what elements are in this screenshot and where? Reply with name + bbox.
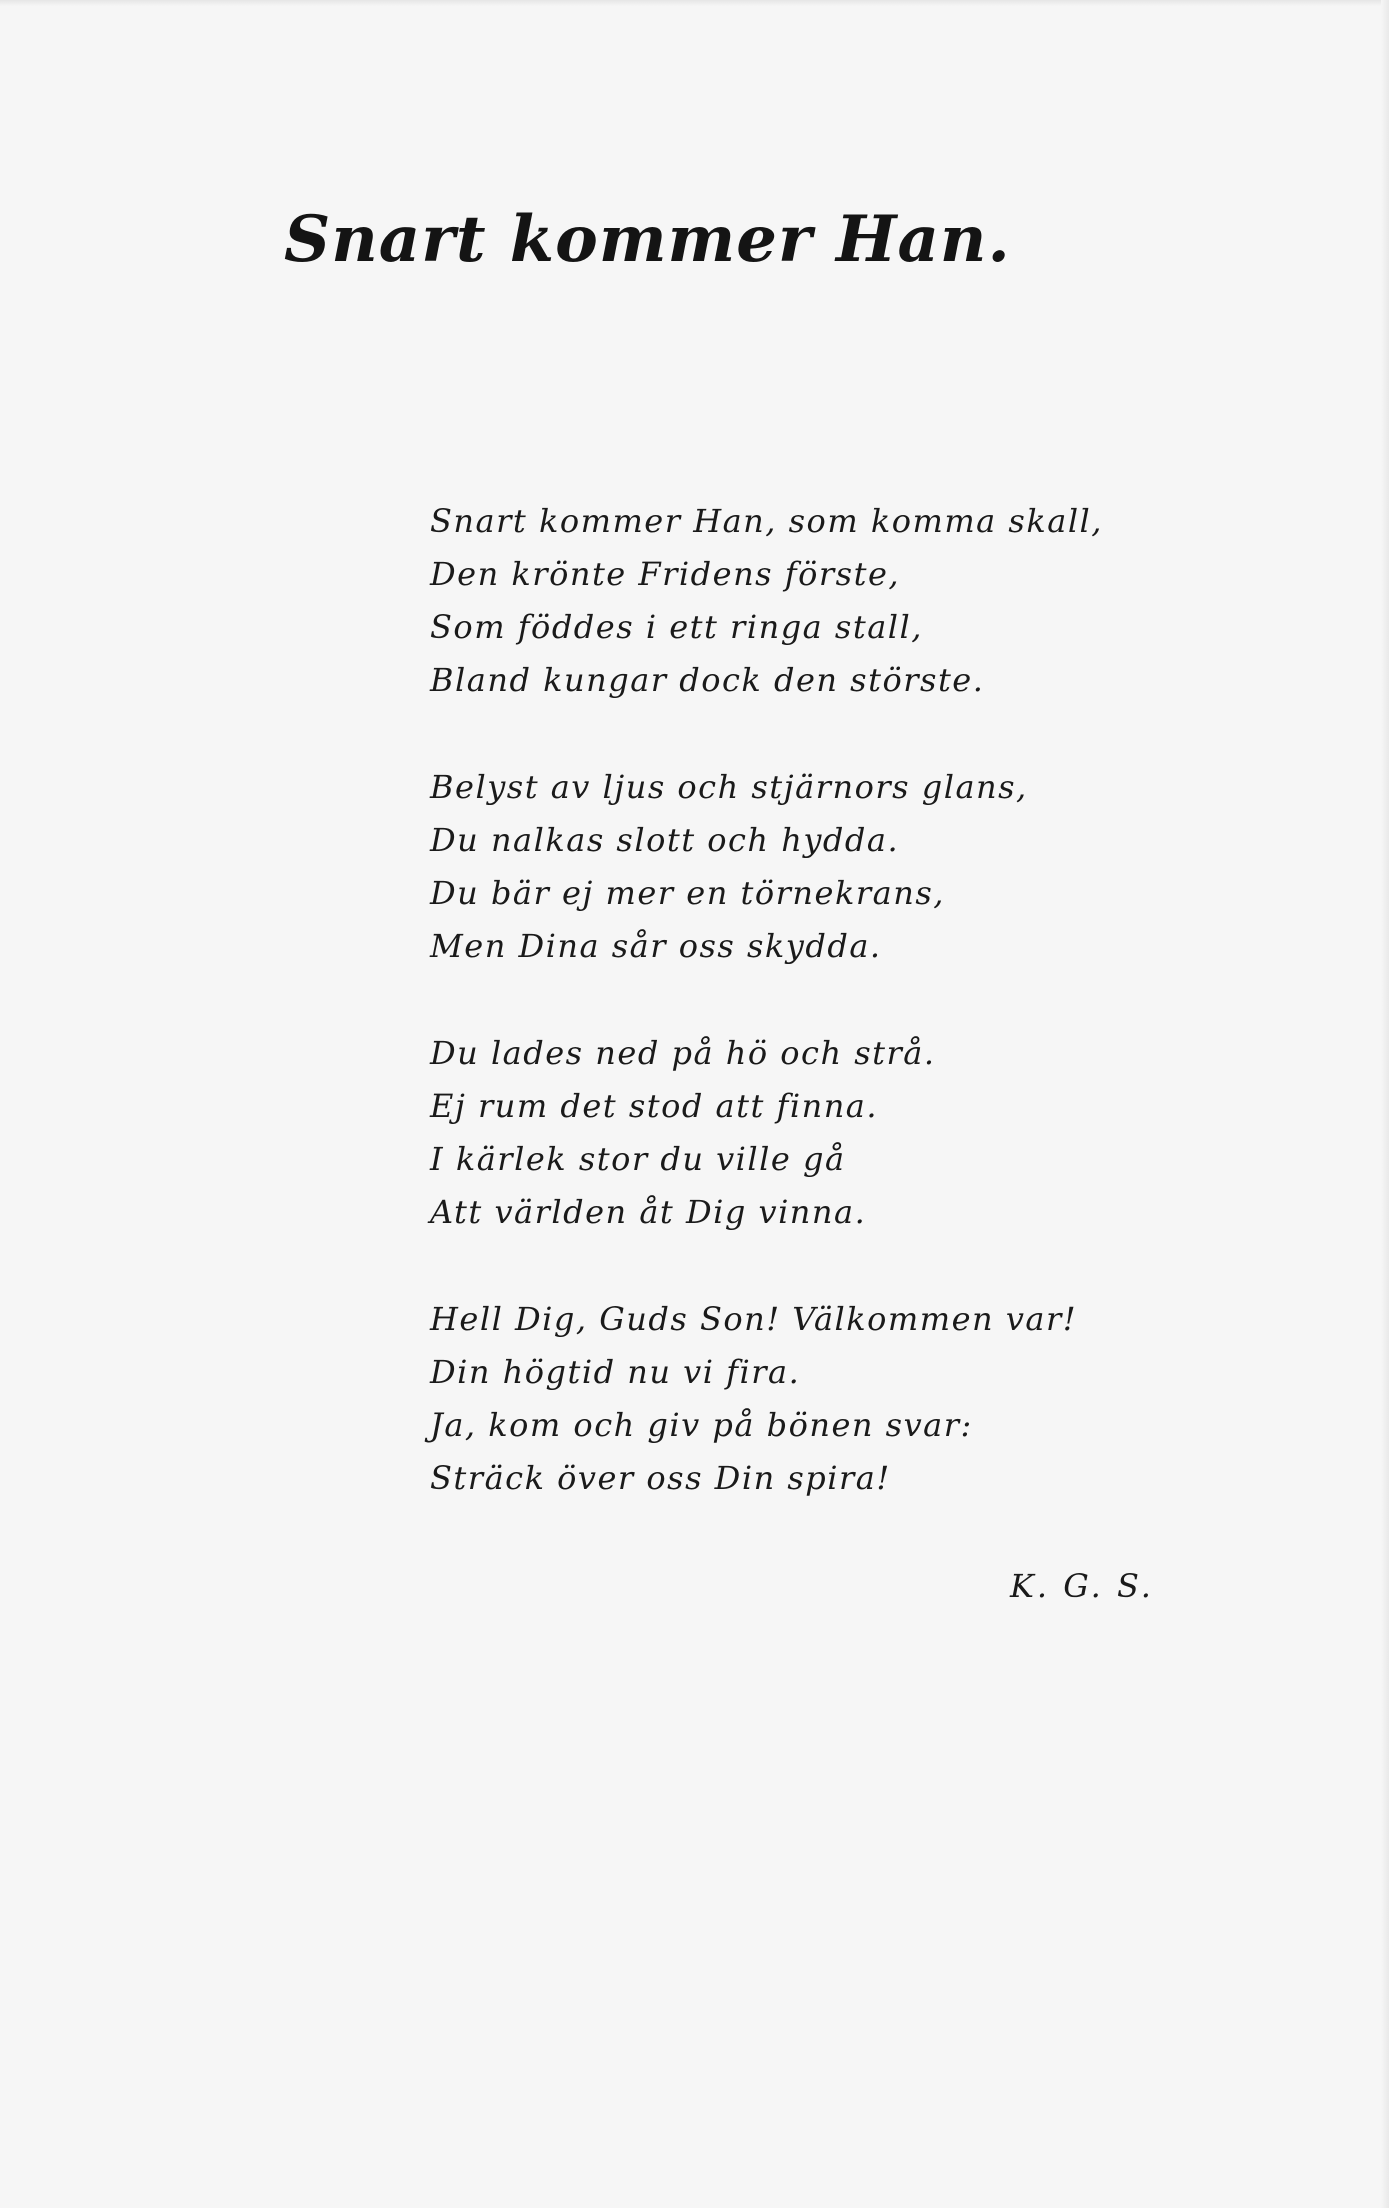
page-right-edge (1381, 0, 1389, 2208)
poem-line: Du lades ned på hö och strå. (430, 1034, 936, 1072)
poem-body (430, 495, 1210, 1559)
poem-line: Hell Dig, Guds Son! Välkommen var! (430, 1300, 1078, 1338)
poem-line: Som föddes i ett ringa stall, (430, 608, 923, 646)
poem-title: Snart kommer Han. (284, 202, 1011, 277)
poem-line: Ja, kom och giv på bönen svar: (430, 1406, 973, 1444)
poem-line: Sträck över oss Din spira! (430, 1459, 891, 1497)
poem-line: Den krönte Fridens förste, (430, 555, 901, 593)
poem-line: Belyst av ljus och stjärnors glans, (430, 768, 1028, 806)
poem-line: Du nalkas slott och hydda. (430, 821, 900, 859)
poem-line: I kärlek stor du ville gå (430, 1140, 846, 1178)
poem-line: Snart kommer Han, som komma skall, (430, 502, 1103, 540)
poem-stanza-2 (430, 761, 1210, 973)
page-top-edge (0, 0, 1389, 6)
poem-line: Du bär ej mer en törnekrans, (430, 874, 945, 912)
poem-stanza-3 (430, 1027, 1210, 1239)
poem-line: Din högtid nu vi fira. (430, 1353, 801, 1391)
poem-stanza-4 (430, 1293, 1210, 1505)
poem-line: Bland kungar dock den störste. (430, 661, 985, 699)
author-signature: K. G. S. (1010, 1567, 1154, 1605)
poem-line: Ej rum det stod att finna. (430, 1087, 879, 1125)
poem-stanza-1 (430, 495, 1210, 707)
poem-line: Men Dina sår oss skydda. (430, 927, 882, 965)
poem-line: Att världen åt Dig vinna. (430, 1193, 867, 1231)
